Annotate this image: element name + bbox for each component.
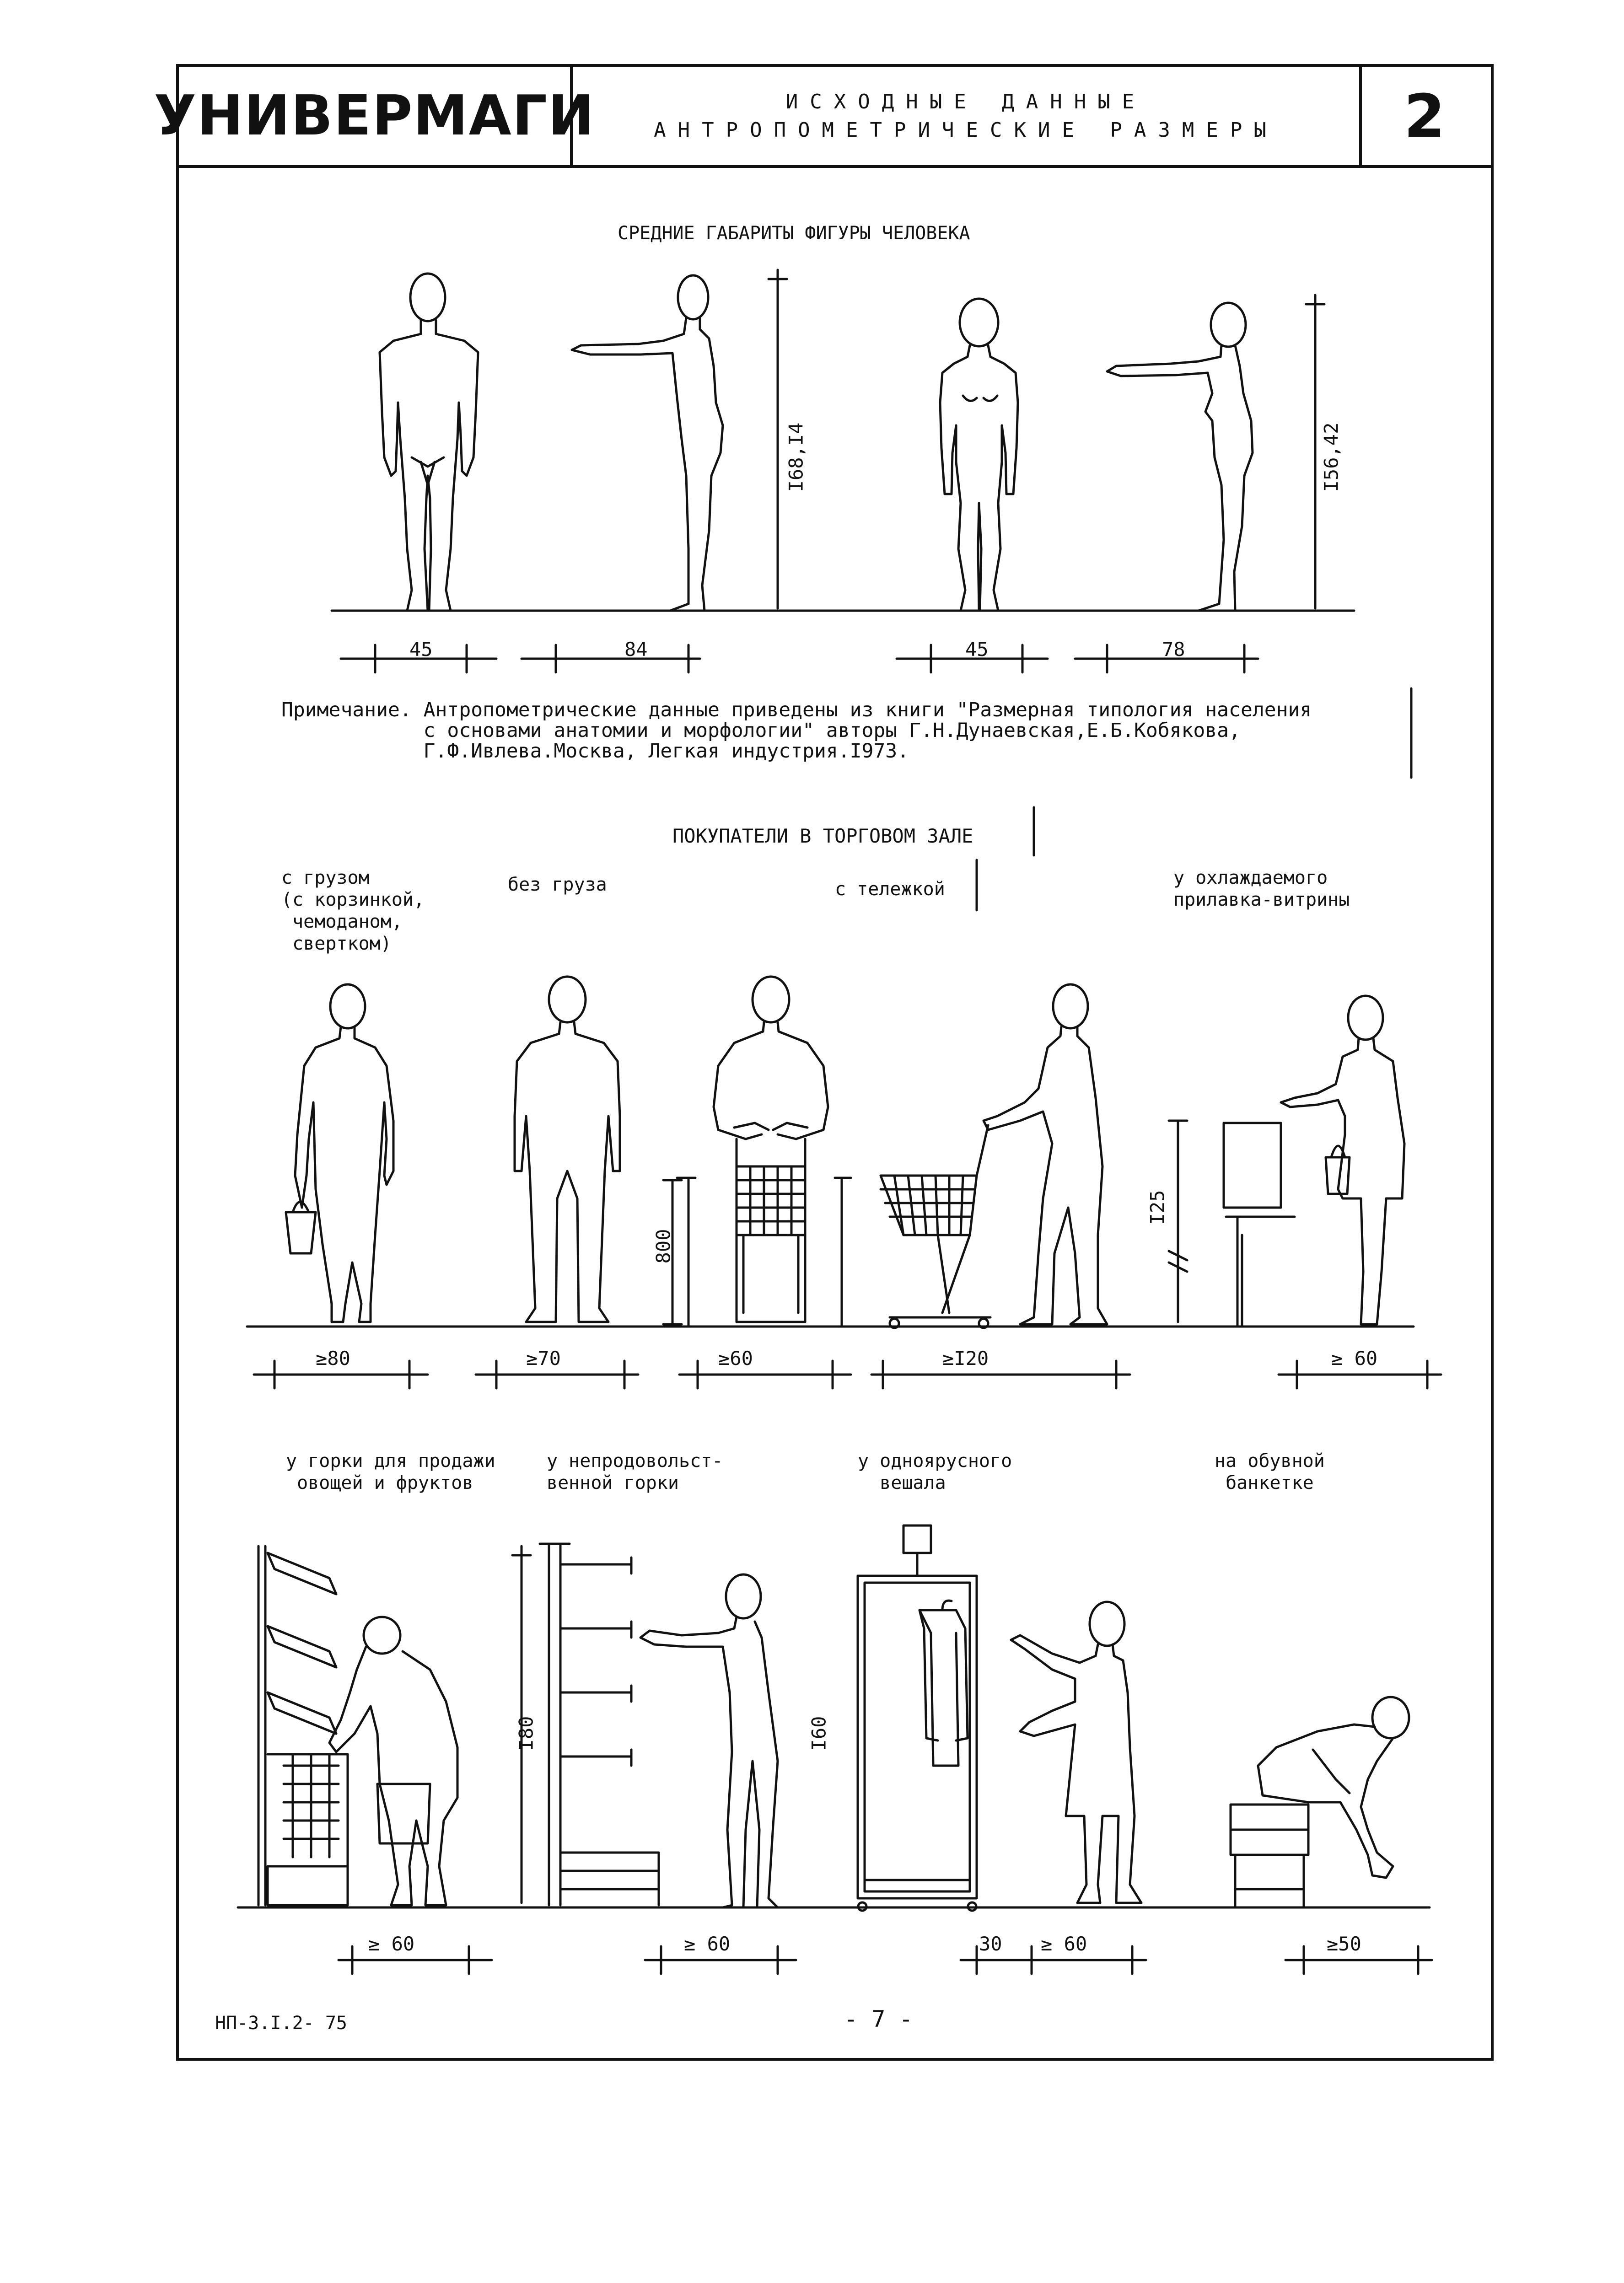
shopper-at-vegetable-stand — [258, 1546, 457, 1905]
label-no-load: без груза — [508, 874, 607, 895]
female-side-figure — [1107, 295, 1324, 611]
section2-dim-lines — [254, 1361, 1441, 1388]
section1-title: СРЕДНИЕ ГАБАРИТЫ ФИГУРЫ ЧЕЛОВЕКА — [618, 223, 970, 244]
label-trolley: с тележкой — [835, 879, 945, 900]
section1-dim-lines — [341, 645, 1258, 672]
subtitle-line-2: АНТРОПОМЕТРИЧЕСКИЕ РАЗМЕРЫ — [654, 118, 1278, 142]
dim-no-load: ≥70 — [526, 1347, 561, 1370]
label-counter: у охлаждаемого прилавка-витрины — [1173, 867, 1350, 910]
shopper-at-clothes-rack — [858, 1526, 1141, 1911]
shopper-with-trolley — [881, 984, 1107, 1328]
shopper-with-basket — [663, 977, 851, 1327]
sheet-title: УНИВЕРМАГИ — [154, 84, 595, 148]
shopper-with-load — [286, 984, 393, 1322]
female-width-dim: 45 — [965, 638, 989, 661]
basket-height-label: 800 — [652, 1229, 675, 1264]
label-vegetable-stand: у горки для продажи овощей и фруктов — [286, 1450, 495, 1493]
page-number: - 7 - — [844, 2006, 913, 2032]
dim-rack: ≥ 60 — [1041, 1933, 1087, 1955]
shopper-at-nonfood-stand — [512, 1544, 778, 1907]
document-code: НП-3.I.2- 75 — [215, 2013, 347, 2034]
subtitle-line-1: ИСХОДНЫЕ ДАННЫЕ — [785, 90, 1146, 113]
label-clothes-rack: у одноярусного вешала — [858, 1450, 1012, 1493]
shopper-on-shoe-bench — [1231, 1697, 1409, 1907]
section2-title: ПОКУПАТЕЛИ В ТОРГОВОМ ЗАЛЕ — [672, 825, 973, 847]
counter-height-label: I25 — [1146, 1190, 1169, 1225]
male-height-label: I68,I4 — [785, 422, 807, 492]
shopper-at-counter — [1169, 996, 1404, 1327]
male-front-figure — [380, 274, 478, 611]
rack-height-label: I60 — [807, 1716, 830, 1751]
male-side-figure — [572, 270, 787, 611]
female-front-figure — [940, 299, 1018, 611]
dim-basket: ≥60 — [718, 1347, 753, 1370]
label-with-load: с грузом (с корзинкой, чемоданом, свертком) — [281, 867, 425, 954]
dim-nonfood: ≥ 60 — [684, 1933, 731, 1955]
dim-trolley: ≥I20 — [942, 1347, 989, 1370]
dim-bench: ≥50 — [1327, 1933, 1361, 1955]
dim-counter: ≥ 60 — [1331, 1347, 1378, 1370]
source-note: Примечание. Антропометрические данные приведены из книги "Размерная типология населения с основами анатомии и морфологии" авторы Г.Н.Дунаевская,Е.Б.Кобякова, Г.Ф.Ивлева.Москва, Легкая индустрия.I973. — [281, 698, 1312, 763]
female-reach-dim: 78 — [1162, 638, 1185, 661]
dim-with-load: ≥80 — [316, 1347, 350, 1370]
section3-dim-lines — [339, 1946, 1432, 1974]
sheet-number: 2 — [1404, 81, 1446, 151]
shopper-no-load — [515, 977, 620, 1322]
label-shoe-bench: на обувной банкетке — [1215, 1450, 1325, 1493]
label-nonfood-stand: у непродовольст- венной горки — [547, 1450, 723, 1493]
male-width-dim: 45 — [409, 638, 433, 661]
dim-vegetable: ≥ 60 — [368, 1933, 415, 1955]
male-reach-dim: 84 — [624, 638, 648, 661]
female-height-label: I56,42 — [1320, 422, 1343, 492]
nonfood-height-label: I80 — [515, 1716, 538, 1751]
dim-rack-clearance: 30 — [979, 1933, 1002, 1955]
